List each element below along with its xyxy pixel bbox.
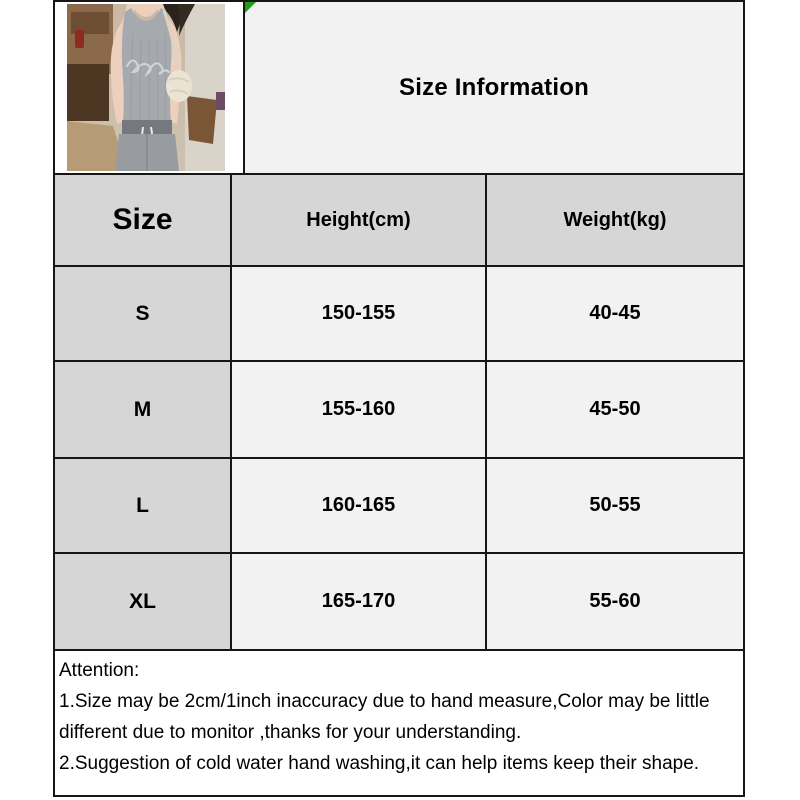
attention-section bbox=[55, 651, 743, 795]
table-row bbox=[55, 554, 743, 651]
size-label: XL bbox=[55, 554, 232, 649]
page-title: Size Information bbox=[399, 73, 589, 101]
attention-note-1: 1.Size may be 2cm/1inch inaccuracy due to hand measure,Color may be little different due to monitor ,thanks for your understanding. bbox=[59, 691, 710, 743]
product-photo-cell bbox=[55, 2, 245, 173]
column-header-weight: Weight(kg) bbox=[487, 175, 743, 265]
size-label: S bbox=[55, 267, 232, 360]
top-row bbox=[55, 2, 743, 175]
weight-value: 50-55 bbox=[487, 459, 743, 552]
table-row bbox=[55, 362, 743, 459]
size-information-header-cell bbox=[245, 2, 743, 173]
column-header-height: Height(cm) bbox=[232, 175, 487, 265]
column-header-size: Size bbox=[55, 175, 232, 265]
height-value: 150-155 bbox=[232, 267, 487, 360]
table-header-row bbox=[55, 175, 743, 267]
size-label: M bbox=[55, 362, 232, 457]
weight-value: 40-45 bbox=[487, 267, 743, 360]
size-chart-table bbox=[53, 0, 745, 797]
product-photo bbox=[67, 4, 225, 171]
attention-heading: Attention: bbox=[59, 660, 140, 681]
attention-note-2: 2.Suggestion of cold water hand washing,it can help items keep their shape. bbox=[59, 753, 700, 774]
size-label: L bbox=[55, 459, 232, 552]
table-row bbox=[55, 459, 743, 554]
green-corner-flag-icon bbox=[245, 2, 256, 13]
weight-value: 55-60 bbox=[487, 554, 743, 649]
height-value: 160-165 bbox=[232, 459, 487, 552]
weight-value: 45-50 bbox=[487, 362, 743, 457]
height-value: 155-160 bbox=[232, 362, 487, 457]
table-row bbox=[55, 267, 743, 362]
height-value: 165-170 bbox=[232, 554, 487, 649]
